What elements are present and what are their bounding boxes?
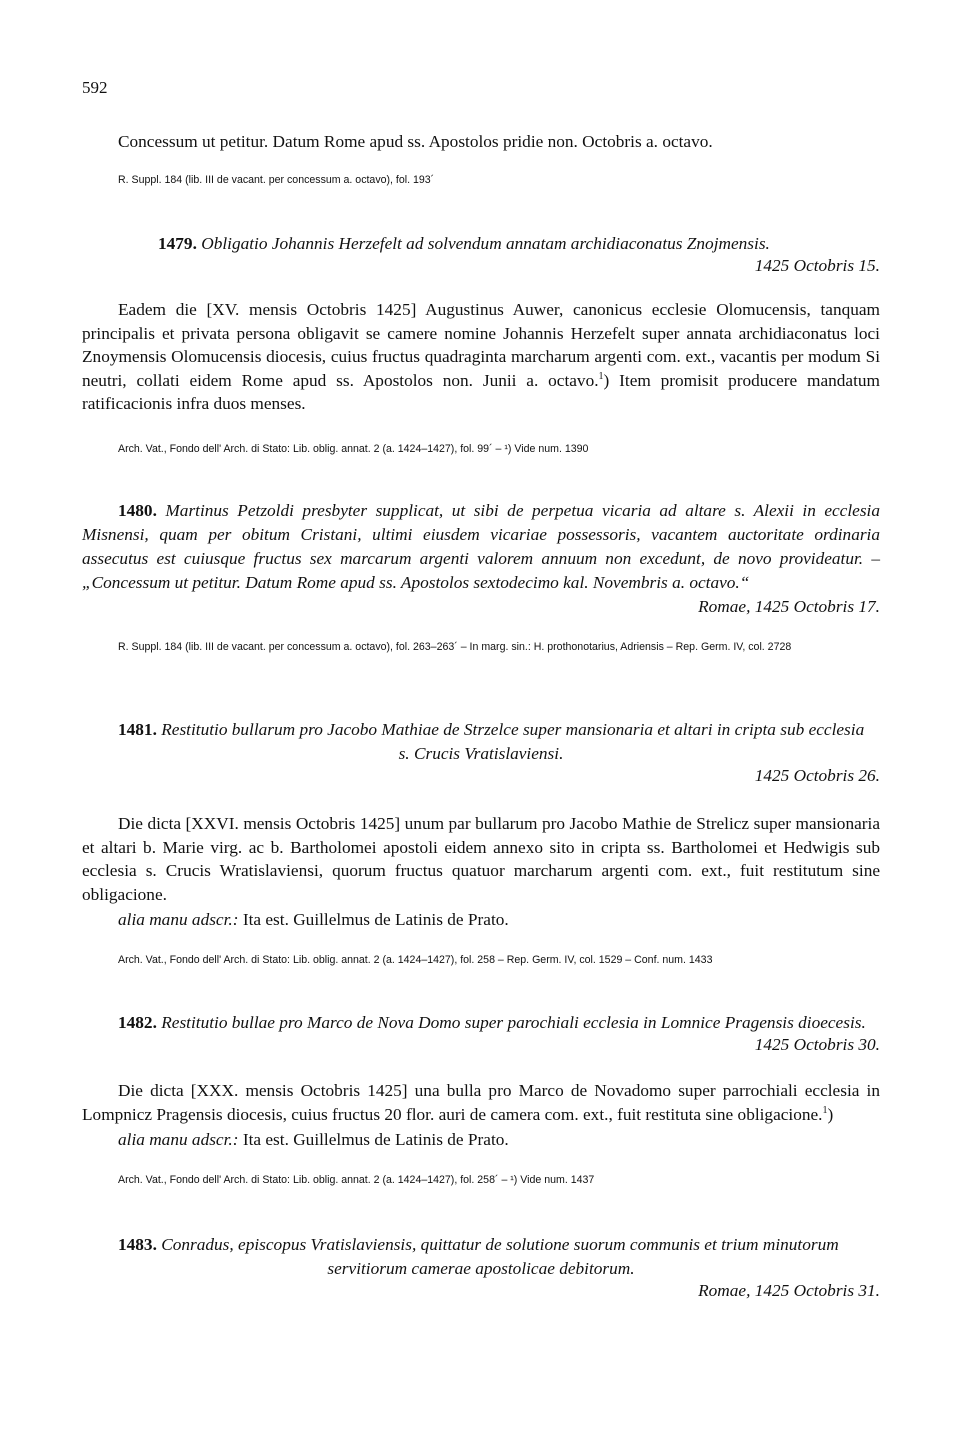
- entry-1481-body: Die dicta [XXVI. mensis Octobris 1425] unum par bullarum pro Jacobo Mathie de Strelicz super mansionaria et altari b. Marie virg. ac b. Bartholomei apostoli eidem annexo sito in cripta ss. Bartholomei et Hedwigis sub ecclesia s. Crucis Wratislaviensi, quorum fructus quatuor marcharum argenti com. ext., fuit restitutum sine obligacione.: [82, 814, 880, 904]
- footnote-mark: 1: [598, 370, 604, 382]
- entry-number: 1481.: [118, 720, 157, 739]
- entry-1480-title: [82, 499, 880, 595]
- entry-1480-date: Romae, 1425 Octobris 17.: [698, 597, 880, 616]
- footnote-mark: 1: [822, 1104, 828, 1116]
- entry-1479-title: [158, 232, 880, 256]
- entry-title-text-2: s. Crucis Vratislaviensi.: [398, 744, 564, 763]
- entry-1479-source: Arch. Vat., Fondo dell' Arch. di Stato: Lib. oblig. annat. 2 (a. 1424–1427), fol. 99´ – ¹) Vide num. 1390: [118, 443, 589, 455]
- entry-1481-title: [82, 718, 880, 742]
- continuation-text: Concessum ut petitur. Datum Rome apud ss. Apostolos pridie non. Octobris a. octavo.: [118, 132, 713, 151]
- entry-title-text: Martinus Petzoldi presbyter supplicat, ut sibi de perpetua vicaria ad altare s. Alexii in ecclesia Misnensi, quam per obitum Cristani, ultimi eiusdem vicariae possessoris, vacantem auctoritate ordinaria assecutus est cuiusque fructus sex marcarum argenti valorem annuum non excedunt, de novo provideatur. – „Concessum ut petitur. Datum Rome apud ss. Apostolos sextodecimo kal. Novembris a. octavo.“: [82, 501, 880, 592]
- entry-title-text: Conradus, episcopus Vratislaviensis, quittatur de solutione suorum communis et trium minutorum: [161, 1235, 839, 1254]
- entry-number: 1483.: [118, 1235, 157, 1254]
- entry-title-text: Restitutio bullae pro Marco de Nova Domo super parochiali ecclesia in Lomnice Pragensis dioecesis.: [161, 1013, 866, 1032]
- entry-1482-body: [82, 1079, 880, 1126]
- entry-title-text: Obligatio Johannis Herzefelt ad solvendum annatam archidiaconatus Znojmensis.: [201, 234, 770, 253]
- entry-number: 1480.: [118, 501, 157, 520]
- entry-body-text: Die dicta [XXX. mensis Octobris 1425] una bulla pro Marco de Novadomo super parrochiali ecclesia in Lompnicz Pragensis diocesis, cuius fructus 20 flor. auri de camera com. ext., fuit restituta sine obligacione.: [82, 1081, 880, 1124]
- continuation-source: R. Suppl. 184 (lib. III de vacant. per concessum a. octavo), fol. 193´: [118, 174, 435, 186]
- adscr-label: alia manu adscr.:: [118, 1130, 239, 1149]
- entry-1482-source: Arch. Vat., Fondo dell' Arch. di Stato: Lib. oblig. annat. 2 (a. 1424–1427), fol. 258´ – ¹) Vide num. 1437: [118, 1174, 595, 1186]
- entry-1483-title: [82, 1233, 880, 1257]
- adscr-label: alia manu adscr.:: [118, 910, 239, 929]
- entry-number: 1479.: [158, 234, 197, 253]
- page-number: 592: [82, 78, 108, 97]
- entry-body-text-cont: ): [827, 1104, 834, 1124]
- adscr-text: Ita est. Guillelmus de Latinis de Prato.: [238, 910, 509, 929]
- entry-1482-adscr: [118, 1128, 878, 1152]
- entry-body-text: Eadem die [XV. mensis Octobris 1425] Augustinus Auwer, canonicus ecclesie Olomucensis, tanquam principalis et privata persona obligavit se camere nomine Johannis Herzefelt super annata archidiaconatus loci Znoymensis Olomucensis diocesis, cuius fructus quadraginta marcharum argenti com. ext., vacantis per modum Si neutri, collati eidem Rome apud ss. Apostolos non. Junii a. octavo.: [82, 300, 880, 390]
- entry-1483-date: Romae, 1425 Octobris 31.: [698, 1281, 880, 1300]
- entry-1480-source: R. Suppl. 184 (lib. III de vacant. per concessum a. octavo), fol. 263–263´ – In marg. sin.: H. prothonotarius, Adriensis – Rep. Germ. IV, col. 2728: [118, 641, 792, 653]
- entry-1481-date: 1425 Octobris 26.: [754, 766, 880, 785]
- entry-1483-title-2: [82, 1257, 880, 1281]
- entry-1482-date: 1425 Octobris 30.: [754, 1035, 880, 1054]
- entry-title-text: Restitutio bullarum pro Jacobo Mathiae de Strzelce super mansionaria et altari in cripta sub ecclesia: [161, 720, 865, 739]
- entry-1479-body: [82, 298, 880, 416]
- entry-body-text-cont: ) Item promisit producere mandatum ratificacionis infra duos menses.: [82, 370, 880, 413]
- entry-title-text-2: servitiorum camerae apostolicae debitorum.: [327, 1259, 635, 1278]
- entry-1481-source: Arch. Vat., Fondo dell' Arch. di Stato: Lib. oblig. annat. 2 (a. 1424–1427), fol. 258 – Rep. Germ. IV, col. 1529 – Conf. num. 1433: [118, 954, 713, 966]
- adscr-text: Ita est. Guillelmus de Latinis de Prato.: [238, 1130, 509, 1149]
- entry-1479-date: 1425 Octobris 15.: [754, 256, 880, 275]
- entry-1482-title: [118, 1011, 880, 1035]
- entry-1481-adscr: [118, 908, 878, 932]
- entry-1481-title-2: [82, 742, 880, 766]
- entry-number: 1482.: [118, 1013, 157, 1032]
